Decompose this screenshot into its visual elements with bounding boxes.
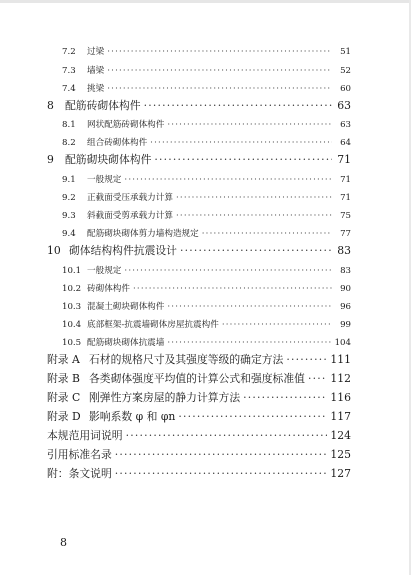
toc-entry-number: 10.3: [62, 302, 82, 312]
toc-entry: [62, 191, 351, 203]
toc-entry-page: 124: [330, 429, 351, 442]
toc-entry: [62, 318, 351, 330]
toc-entry-number: 7.3: [62, 66, 76, 76]
toc-entry-title: 配筋砌块砌体构件: [65, 153, 152, 166]
toc-entry-title: 配筋砌块砌体剪力墙构造规定: [87, 229, 199, 239]
toc-leader-dots: [167, 302, 332, 312]
toc-entry-number: 10.5: [62, 338, 82, 348]
toc-leader-dots: [308, 372, 327, 385]
toc-entry-page: 125: [330, 448, 351, 461]
toc-leader-dots: [180, 244, 332, 257]
toc-appendix-entry: [47, 390, 351, 405]
toc-entry-page: 99: [340, 320, 351, 330]
toc-chapter-entry: [47, 152, 351, 167]
toc-leader-dots: [222, 320, 332, 330]
toc-leader-dots: [202, 229, 332, 239]
toc-entry-page: 63: [340, 120, 351, 130]
toc-entry: [47, 447, 351, 462]
toc-leader-dots: [176, 211, 332, 221]
toc-entry-page: 117: [330, 410, 351, 423]
toc-entry: [62, 173, 351, 185]
toc-entry-number: 10: [47, 244, 61, 257]
toc-entry: [62, 264, 351, 276]
toc-entry-title: 一般规定: [87, 175, 122, 185]
toc-entry-title: 石材的规格尺寸及其强度等级的确定方法: [89, 353, 284, 366]
toc-leader-dots: [107, 84, 332, 94]
toc-entry-number: 9.1: [62, 175, 76, 185]
toc-entry-page: 116: [330, 391, 351, 404]
toc-entry-title: 网状配筋砖砌体构件: [87, 120, 165, 130]
toc-entry-page: 71: [340, 193, 351, 203]
toc-entry-title: 斜截面受剪承载力计算: [87, 211, 173, 221]
toc-entry-page: 71: [337, 153, 351, 166]
toc-entry: [62, 136, 351, 148]
toc-leader-dots: [144, 99, 332, 112]
toc-entry-number: 10.2: [62, 284, 82, 294]
toc-entry-number: 附录 D: [47, 410, 81, 423]
toc-entry-title: 混凝土砌块砌体构件: [87, 302, 165, 312]
toc-entry-page: 96: [340, 302, 351, 312]
toc-entry-number: 附录 A: [47, 353, 80, 366]
toc-entry-title: 引用标准名录: [47, 448, 112, 461]
toc-leader-dots: [133, 284, 332, 294]
toc-leader-dots: [115, 467, 328, 480]
toc-entry-title: 挑梁: [87, 84, 105, 94]
toc-entry: [62, 336, 351, 348]
toc-entry-page: 112: [330, 372, 351, 385]
toc-entry: [62, 282, 351, 294]
toc-entry-number: 9: [47, 153, 54, 166]
toc-entry-page: 77: [340, 229, 351, 239]
toc-entry-title: 组合砖砌体构件: [87, 138, 148, 148]
toc-entry-title: 附：条文说明: [47, 467, 112, 480]
toc-entry-title: 砌体结构构件抗震设计: [69, 244, 177, 257]
toc-appendix-entry: [47, 371, 351, 386]
toc-entry-title: 正截面受压承载力计算: [87, 193, 173, 203]
toc-entry-title: 一般规定: [87, 266, 122, 276]
toc-entry-number: 附录 C: [47, 391, 81, 404]
toc-entry-page: 52: [340, 66, 351, 76]
toc-leader-dots: [167, 120, 332, 130]
toc-entry-page: 60: [340, 84, 351, 94]
toc-entry: [62, 118, 351, 130]
toc-leader-dots: [107, 47, 332, 57]
toc-entry-page: 83: [337, 244, 351, 257]
toc-leader-dots: [286, 353, 327, 366]
toc-entry-title: 过梁: [87, 47, 105, 57]
toc-entry-title: 本规范用词说明: [47, 429, 123, 442]
toc-entry-number: 10.1: [62, 266, 82, 276]
toc-appendix-entry: [47, 409, 351, 424]
toc-entry-page: 71: [340, 175, 351, 185]
toc-leader-dots: [243, 391, 327, 404]
toc-entry: [62, 82, 351, 94]
toc-leader-dots: [154, 153, 332, 166]
toc-entry: [47, 428, 351, 443]
toc-leader-dots: [150, 138, 332, 148]
toc-entry: [62, 45, 351, 57]
toc-entry-page: 51: [340, 47, 351, 57]
toc-entry-page: 75: [340, 211, 351, 221]
toc-leader-dots: [176, 193, 332, 203]
toc-entry-title: 墙梁: [87, 66, 105, 76]
toc-entry-page: 127: [330, 467, 351, 480]
toc-entry-page: 90: [340, 284, 351, 294]
toc-entry-number: 8.1: [62, 120, 76, 130]
toc-entry-number: 9.4: [62, 229, 76, 239]
toc-chapter-entry: [47, 98, 351, 113]
toc-entry-number: 附录 B: [47, 372, 80, 385]
toc-entry-number: 9.3: [62, 211, 76, 221]
toc-entry-number: 7.4: [62, 84, 76, 94]
toc-chapter-entry: [47, 243, 351, 258]
toc-entry-number: 8.2: [62, 138, 76, 148]
toc-entry-page: 83: [340, 266, 351, 276]
page-number: 8: [60, 536, 67, 549]
toc-leader-dots: [167, 338, 331, 348]
toc-entry: [62, 209, 351, 221]
toc-entry-number: 10.4: [62, 320, 82, 330]
toc-leader-dots: [107, 66, 332, 76]
toc-entry: [62, 227, 351, 239]
toc-entry-title: 底部框架-抗震墙砌体房屋抗震构件: [87, 320, 219, 330]
toc-entry: [47, 466, 351, 481]
toc-leader-dots: [178, 410, 327, 423]
toc-entry-title: 各类砌体强度平均值的计算公式和强度标准值: [89, 372, 305, 385]
toc-entry-page: 63: [337, 99, 351, 112]
toc-entry-title: 砖砌体构件: [87, 284, 130, 294]
toc-entry-page: 104: [334, 338, 351, 348]
toc-entry-page: 111: [330, 353, 351, 366]
toc-entry-title: 影响系数 φ 和 φn: [89, 410, 176, 423]
toc-entry-title: 配筋砌块砌体抗震墙: [87, 338, 165, 348]
toc-entry: [62, 300, 351, 312]
toc-entry-number: 8: [47, 99, 54, 112]
toc-entry-number: 7.2: [62, 47, 76, 57]
toc-entry-page: 64: [340, 138, 351, 148]
toc-entry-title: 刚弹性方案房屋的静力计算方法: [89, 391, 241, 404]
toc-leader-dots: [124, 266, 332, 276]
toc-leader-dots: [115, 448, 328, 461]
toc-entry: [62, 64, 351, 76]
toc-entry-title: 配筋砖砌体构件: [65, 99, 141, 112]
toc-entry-number: 9.2: [62, 193, 76, 203]
toc-leader-dots: [126, 429, 328, 442]
toc-appendix-entry: [47, 352, 351, 367]
toc-leader-dots: [124, 175, 332, 185]
